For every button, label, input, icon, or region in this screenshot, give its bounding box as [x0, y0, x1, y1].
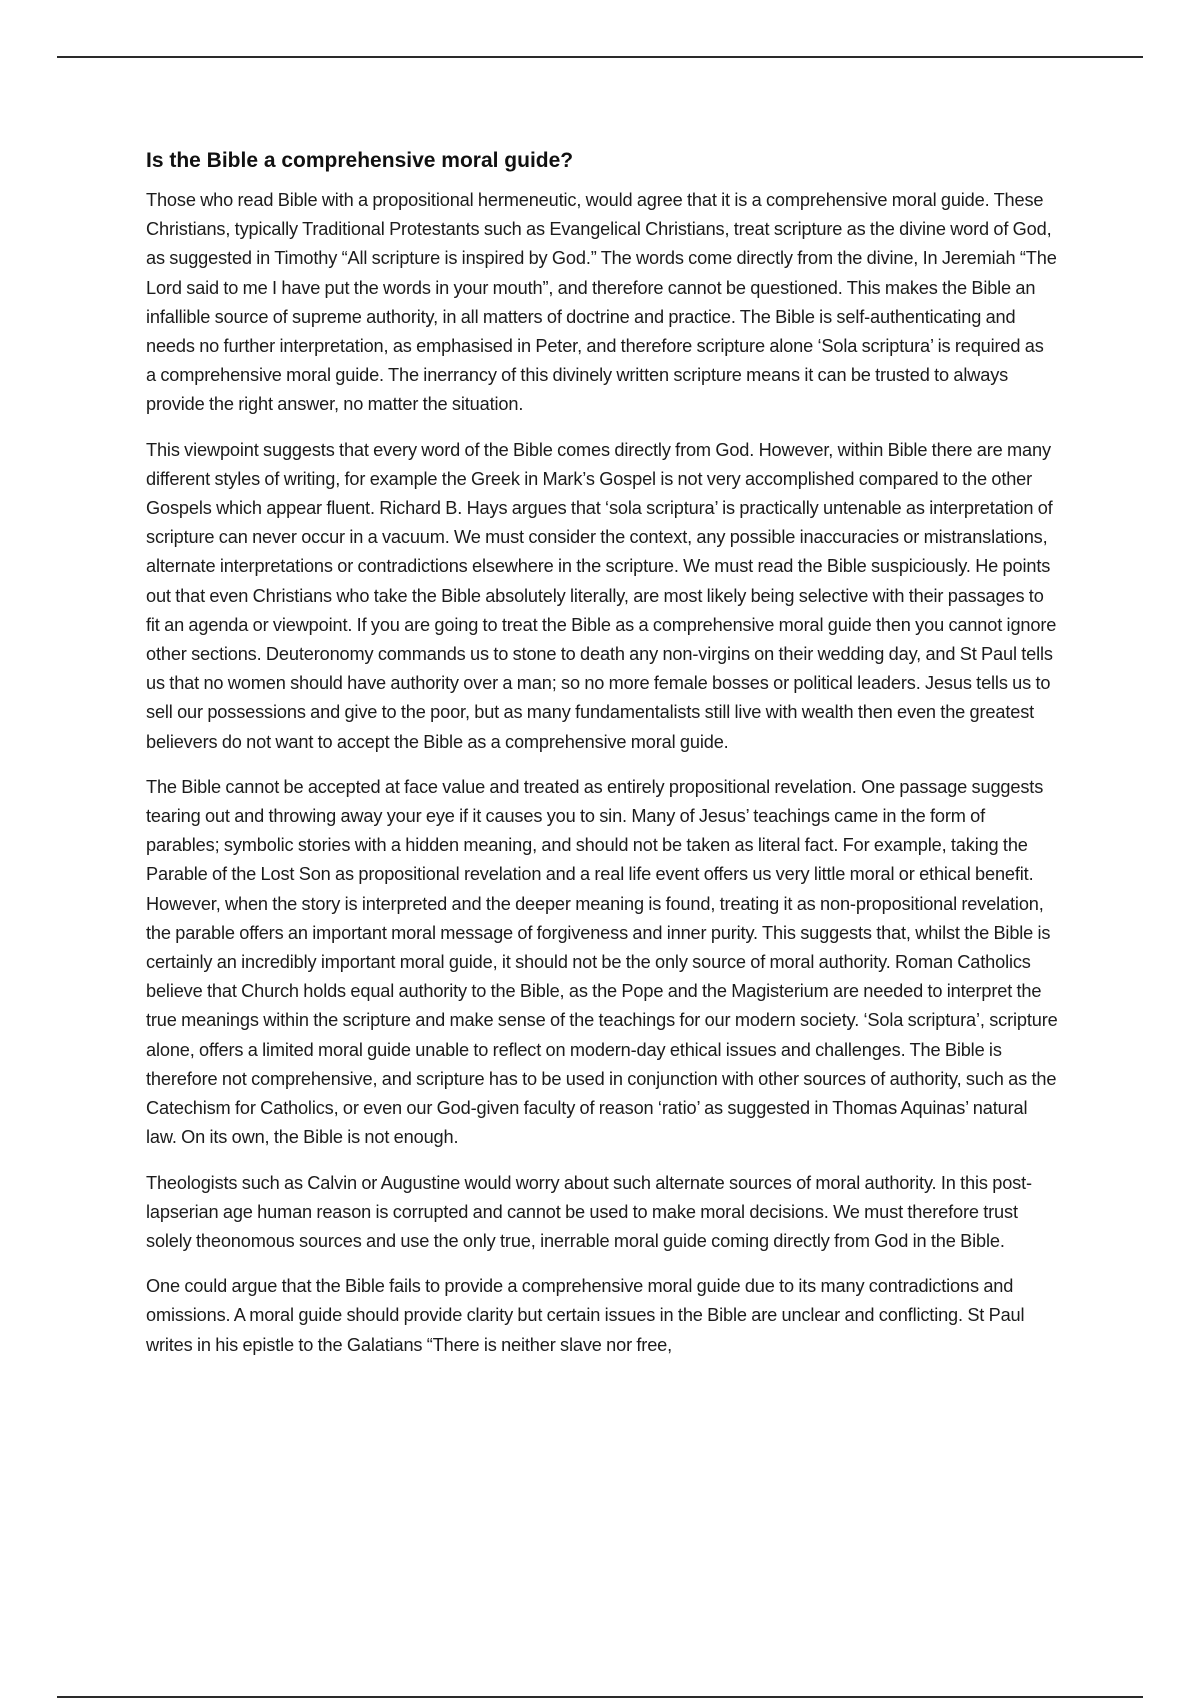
document-title: Is the Bible a comprehensive moral guide?: [146, 149, 574, 172]
top-rule: [57, 56, 1143, 58]
document-body: [146, 146, 1058, 1376]
paragraph-2: This viewpoint suggests that every word of the Bible comes directly from God. However, within Bible there are many different styles of writing, for example the Greek in Mark’s Gospel is not very accomplished compared to the other Gospels which appear fluent. Richard B. Hays argues that ‘sola scriptura’ is practically untenable as interpretation of scripture can never occur in a vacuum. We must consider the context, any possible inaccuracies or mistranslations, alternate interpretations or contradictions elsewhere in the scripture. We must read the Bible suspiciously. He points out that even Christians who take the Bible absolutely literally, are most likely being selective with their passages to fit an agenda or viewpoint. If you are going to treat the Bible as a comprehensive moral guide then you cannot ignore other sections. Deuteronomy commands us to stone to death any non-virgins on their wedding day, and St Paul tells us that no women should have authority over a man; so no more female bosses or political leaders. Jesus tells us to sell our possessions and give to the poor, but as many fundamentalists still live with wealth then even the greatest believers do not want to accept the Bible as a comprehensive moral guide.: [146, 439, 1057, 752]
paragraph-4: Theologists such as Calvin or Augustine would worry about such alternate sources of moral authority. In this post-lapserian age human reason is corrupted and cannot be used to make moral decisions. We must therefore trust solely theonomous sources and use the only true, inerrable moral guide coming directly from God in the Bible.: [146, 1172, 1032, 1251]
paragraph-3: The Bible cannot be accepted at face value and treated as entirely propositional revelation. One passage suggests tearing out and throwing away your eye if it causes you to sin. Many of Jesus’ teachings came in the form of parables; symbolic stories with a hidden meaning, and should not be taken as literal fact. For example, taking the Parable of the Lost Son as propositional revelation and a real life event offers us very little moral or ethical benefit. However, when the story is interpreted and the deeper meaning is found, treating it as non-propositional revelation, the parable offers an important moral message of forgiveness and inner purity. This suggests that, whilst the Bible is certainly an incredibly important moral guide, it should not be the only source of moral authority. Roman Catholics believe that Church holds equal authority to the Bible, as the Pope and the Magisterium are needed to interpret the true meanings within the scripture and make sense of the teachings for our modern society. ‘Sola scriptura’, scripture alone, offers a limited moral guide unable to reflect on modern-day ethical issues and challenges. The Bible is therefore not comprehensive, and scripture has to be used in conjunction with other sources of authority, such as the Catechism for Catholics, or even our God-given faculty of reason ‘ratio’ as suggested in Thomas Aquinas’ natural law. On its own, the Bible is not enough.: [146, 776, 1058, 1148]
paragraph-5: One could argue that the Bible fails to provide a comprehensive moral guide due to its many contradictions and omissions. A moral guide should provide clarity but certain issues in the Bible are unclear and conflicting. St Paul writes in his epistle to the Galatians “There is neither slave nor free,: [146, 1276, 1025, 1355]
paragraph-1: Those who read Bible with a propositional hermeneutic, would agree that it is a comprehensive moral guide. These Christians, typically Traditional Protestants such as Evangelical Christians, treat scripture as the divine word of God, as suggested in Timothy “All scripture is inspired by God.” The words come directly from the divine, In Jeremiah “The Lord said to me I have put the words in your mouth”, and therefore cannot be questioned. This makes the Bible an infallible source of supreme authority, in all matters of doctrine and practice. The Bible is self-authenticating and needs no further interpretation, as emphasised in Peter, and therefore scripture alone ‘Sola scriptura’ is required as a comprehensive moral guide. The inerrancy of this divinely written scripture means it can be trusted to always provide the right answer, no matter the situation.: [146, 190, 1057, 415]
bottom-rule: [57, 1696, 1143, 1698]
